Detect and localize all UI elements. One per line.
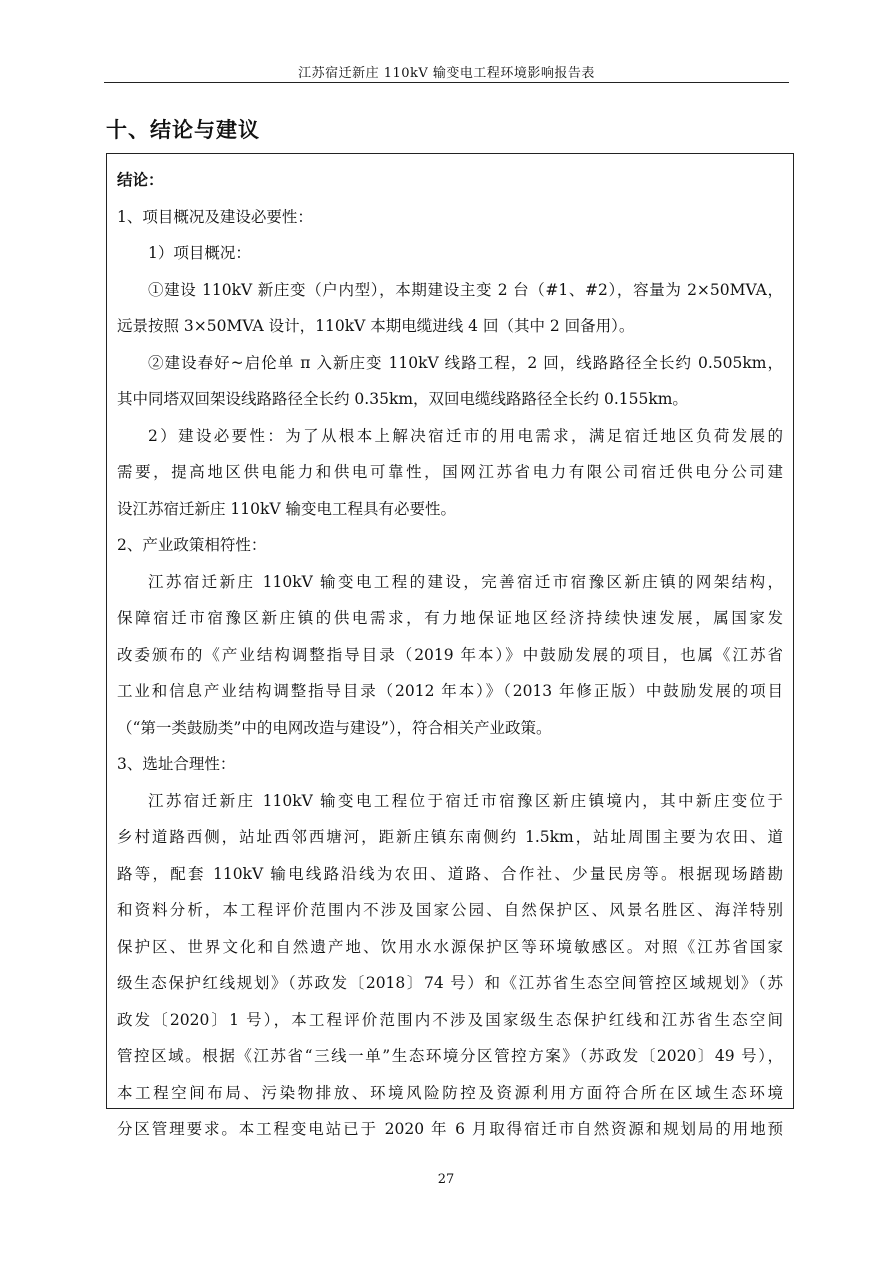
paragraph-line: ②建设春好~启伦单 π 入新庄变 110kV 线路工程，2 回，线路路径全长约 0.505km， bbox=[148, 353, 783, 372]
paragraph-line: 工业和信息产业结构调整指导目录（2012 年本）》（2013 年修正版）中鼓励发展的项目 bbox=[117, 682, 783, 700]
paragraph-line: 乡村道路西侧，站址西邻西塘河，距新庄镇东南侧约 1.5km，站址周围主要为农田、道 bbox=[117, 828, 783, 846]
header-divider bbox=[104, 82, 789, 83]
paragraph-line: 需要，提高地区供电能力和供电可靠性，国网江苏省电力有限公司宿迁供电分公司建 bbox=[117, 463, 783, 481]
subsection-heading: 3、选址合理性： bbox=[117, 755, 236, 773]
paragraph-line: 和资料分析，本工程评价范围内不涉及国家公园、自然保护区、风景名胜区、海洋特别 bbox=[117, 901, 783, 919]
subsection-heading: 1、项目概况及建设必要性： bbox=[117, 207, 313, 226]
paragraph-line: （“第一类鼓励类”中的电网改造与建设”），符合相关产业政策。 bbox=[117, 718, 552, 737]
paragraph-line: 2）建设必要性：为了从根本上解决宿迁市的用电需求，满足宿迁地区负荷发展的 bbox=[148, 426, 783, 445]
paragraph-line: 保护区、世界文化和自然遗产地、饮用水水源保护区等环境敏感区。对照《江苏省国家 bbox=[117, 937, 783, 956]
paragraph-line: 其中同塔双回架设线路路径全长约 0.35km，双回电缆线路路径全长约 0.155km。 bbox=[117, 390, 688, 408]
subsection-heading: 2、产业政策相符性： bbox=[117, 536, 267, 554]
paragraph-line: 改委颁布的《产业结构调整指导目录（2019 年本）》中鼓励发展的项目，也属《江苏省 bbox=[117, 645, 783, 664]
paragraph-line: 分区管理要求。本工程变电站已于 2020 年 6 月取得宿迁市自然资源和规划局的用地预 bbox=[117, 1120, 783, 1138]
item-heading: 1）项目概况： bbox=[148, 244, 251, 262]
paragraph-line: 路等，配套 110kV 输电线路沿线为农田、道路、合作社、少量民房等。根据现场踏勘 bbox=[117, 864, 783, 883]
paragraph-line: 设江苏宿迁新庄 110kV 输变电工程具有必要性。 bbox=[117, 499, 457, 518]
paragraph-line: 级生态保护红线规划》（苏政发〔2018〕74 号）和《江苏省生态空间管控区域规划》（苏 bbox=[117, 974, 783, 992]
paragraph-line: 政发〔2020〕1 号），本工程评价范围内不涉及国家级生态保护红线和江苏省生态空间 bbox=[117, 1010, 783, 1029]
paragraph-line: 本工程空间布局、污染物排放、环境风险防控及资源利用方面符合所在区域生态环境 bbox=[117, 1083, 783, 1102]
conclusion-heading: 结论： bbox=[117, 171, 164, 189]
paragraph-line: ①建设 110kV 新庄变（户内型），本期建设主变 2 台（#1、#2），容量为 2×50MVA， bbox=[148, 280, 783, 299]
paragraph-line: 管控区域。根据《江苏省“三线一单”生态环境分区管控方案》（苏政发〔2020〕49 号）， bbox=[117, 1047, 783, 1065]
paragraph-line: 远景按照 3×50MVA 设计，110kV 本期电缆进线 4 回（其中 2 回备用）。 bbox=[117, 317, 635, 335]
page-header: 江苏宿迁新庄 110kV 输变电工程环境影响报告表 bbox=[298, 66, 595, 81]
conclusion-box bbox=[106, 153, 794, 1138]
paragraph-line: 江苏宿迁新庄 110kV 输变电工程的建设，完善宿迁市宿豫区新庄镇的网架结构， bbox=[148, 572, 783, 591]
section-title: 十、结论与建议 bbox=[106, 118, 260, 142]
page-number: 27 bbox=[437, 1172, 455, 1187]
paragraph-line: 保障宿迁市宿豫区新庄镇的供电需求，有力地保证地区经济持续快速发展，属国家发 bbox=[117, 609, 783, 627]
paragraph-line: 江苏宿迁新庄 110kV 输变电工程位于宿迁市宿豫区新庄镇境内，其中新庄变位于 bbox=[148, 791, 783, 810]
